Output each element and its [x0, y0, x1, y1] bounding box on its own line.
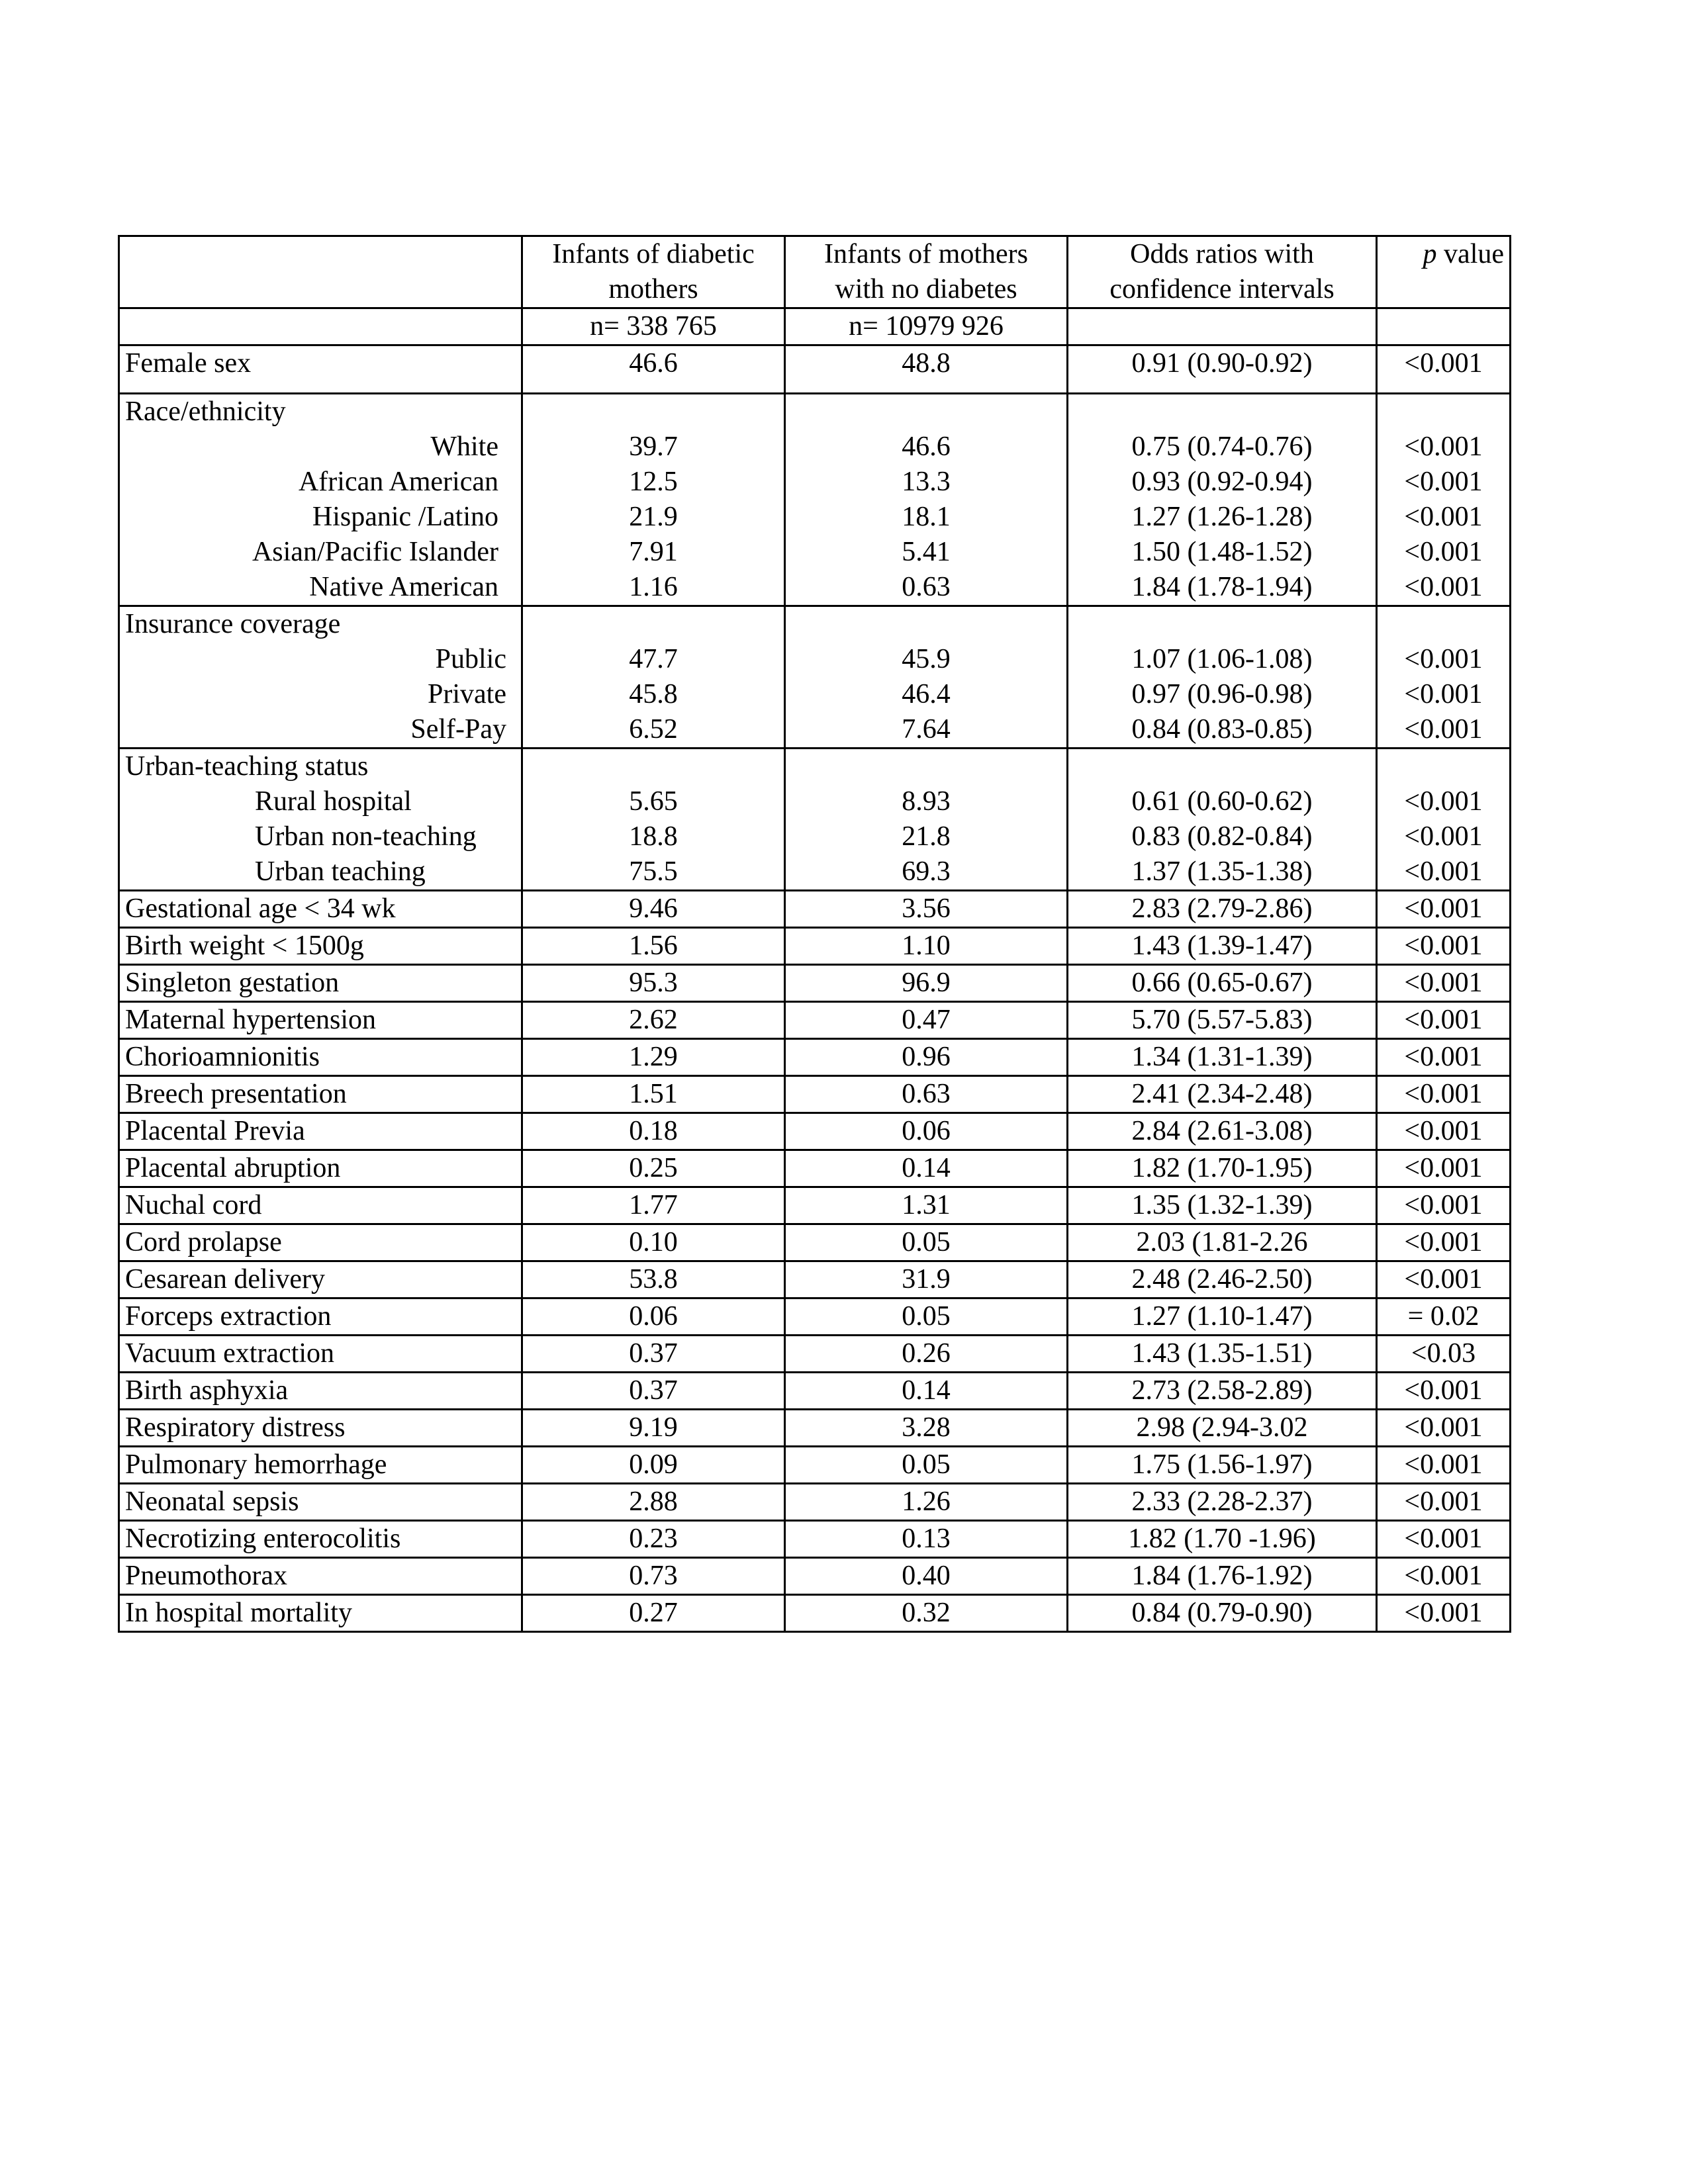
header-row: [119, 236, 1511, 308]
table-row: [119, 1076, 1511, 1113]
row-label: Gestational age < 34 wk: [119, 891, 522, 928]
table-row: [119, 1002, 1511, 1039]
urban-group: [119, 749, 1511, 891]
diabetic-value: 9.46: [522, 891, 785, 928]
p-value: <0.001: [1377, 1521, 1511, 1558]
p-value: <0.001: [1377, 928, 1511, 965]
row-label: Nuchal cord: [119, 1187, 522, 1224]
odds-ratio: 2.48 (2.46-2.50): [1068, 1261, 1377, 1298]
table-row: [119, 345, 1511, 394]
odds-ratios: 0.75 (0.74-0.76) 0.93 (0.92-0.94) 1.27 (1.26-1.28) 1.50 (1.48-1.52) 1.84 (1.78-1.94): [1068, 394, 1377, 606]
row-label: Forceps extraction: [119, 1298, 522, 1336]
group-labels: [119, 749, 522, 891]
p-value: <0.001: [1377, 1261, 1511, 1298]
odds-ratio: 1.43 (1.35-1.51): [1068, 1336, 1377, 1373]
table-row: [119, 1150, 1511, 1187]
race-group: [119, 394, 1511, 606]
table-row: [119, 1187, 1511, 1224]
diabetic-value: 0.06: [522, 1298, 785, 1336]
diabetic-value: 0.37: [522, 1373, 785, 1410]
odds-ratio: 1.75 (1.56-1.97): [1068, 1447, 1377, 1484]
no-diabetes-value: 48.8: [785, 345, 1068, 394]
no-diabetes-value: 96.9: [785, 965, 1068, 1002]
p-value: <0.03: [1377, 1336, 1511, 1373]
diabetic-value: 0.73: [522, 1558, 785, 1595]
diabetic-value: 2.88: [522, 1484, 785, 1521]
p-value: <0.001: [1377, 1558, 1511, 1595]
group-title: Urban-teaching status: [125, 751, 369, 782]
diabetic-value: 95.3: [522, 965, 785, 1002]
diabetic-value: 1.51: [522, 1076, 785, 1113]
row-label: Respiratory distress: [119, 1410, 522, 1447]
odds-ratio: 1.43 (1.39-1.47): [1068, 928, 1377, 965]
header-odds-ratios: Odds ratios with confidence intervals: [1068, 236, 1377, 308]
row-label: Necrotizing enterocolitis: [119, 1521, 522, 1558]
table-row: [119, 1558, 1511, 1595]
row-label: Pulmonary hemorrhage: [119, 1447, 522, 1484]
no-diabetes-value: 31.9: [785, 1261, 1068, 1298]
header-p-value: p value: [1377, 236, 1511, 308]
diabetic-value: 0.37: [522, 1336, 785, 1373]
p-value: <0.001: [1377, 1484, 1511, 1521]
no-diabetes-value: 1.31: [785, 1187, 1068, 1224]
p-values: <0.001 <0.001 <0.001 <0.001 <0.001: [1377, 394, 1511, 606]
p-value: = 0.02: [1377, 1298, 1511, 1336]
no-diabetes-value: 3.28: [785, 1410, 1068, 1447]
sub-label: White: [430, 432, 498, 462]
p-value: <0.001: [1377, 1039, 1511, 1076]
row-label: Birth asphyxia: [119, 1373, 522, 1410]
sub-label: Self-Pay: [410, 714, 506, 745]
diabetic-value: 46.6: [522, 345, 785, 394]
diabetic-value: 1.29: [522, 1039, 785, 1076]
odds-ratio: 2.83 (2.79-2.86): [1068, 891, 1377, 928]
table-row: [119, 1224, 1511, 1261]
no-diabetes-value: 0.47: [785, 1002, 1068, 1039]
odds-ratio: 2.98 (2.94-3.02: [1068, 1410, 1377, 1447]
row-label: Female sex: [119, 345, 522, 394]
no-diabetes-value: 0.96: [785, 1039, 1068, 1076]
no-diabetes-value: 1.10: [785, 928, 1068, 965]
p-values: <0.001 <0.001 <0.001: [1377, 606, 1511, 749]
odds-ratio: 0.91 (0.90-0.92): [1068, 345, 1377, 394]
table-row: [119, 1595, 1511, 1632]
table-row: [119, 1039, 1511, 1076]
odds-ratio: 2.41 (2.34-2.48): [1068, 1076, 1377, 1113]
no-diabetes-value: 0.26: [785, 1336, 1068, 1373]
n-diabetic: n= 338 765: [522, 308, 785, 345]
p-value: <0.001: [1377, 1113, 1511, 1150]
p-value: <0.001: [1377, 965, 1511, 1002]
group-title: Insurance coverage: [125, 609, 341, 639]
diabetic-values: 5.65 18.8 75.5: [522, 749, 785, 891]
sub-label: Rural hospital: [255, 786, 412, 817]
row-label: Chorioamnionitis: [119, 1039, 522, 1076]
header-no-diabetes: Infants of mothers with no diabetes: [785, 236, 1068, 308]
table-row: [119, 891, 1511, 928]
odds-ratio: 0.66 (0.65-0.67): [1068, 965, 1377, 1002]
row-label: Cesarean delivery: [119, 1261, 522, 1298]
odds-ratios: 1.07 (1.06-1.08) 0.97 (0.96-0.98) 0.84 (0.83-0.85): [1068, 606, 1377, 749]
table-row: [119, 1484, 1511, 1521]
no-diabetes-value: 0.05: [785, 1224, 1068, 1261]
p-value: <0.001: [1377, 891, 1511, 928]
no-diabetes-value: 0.40: [785, 1558, 1068, 1595]
no-diabetes-values: 8.93 21.8 69.3: [785, 749, 1068, 891]
table-row: [119, 928, 1511, 965]
sub-label: African American: [298, 467, 498, 497]
no-diabetes-value: 0.06: [785, 1113, 1068, 1150]
diabetic-values: 39.7 12.5 21.9 7.91 1.16: [522, 394, 785, 606]
group-labels: [119, 394, 522, 606]
no-diabetes-value: 3.56: [785, 891, 1068, 928]
sub-label: Urban non-teaching: [255, 821, 477, 852]
table-row: [119, 1521, 1511, 1558]
table-row: [119, 965, 1511, 1002]
row-label: Birth weight < 1500g: [119, 928, 522, 965]
diabetic-value: 0.10: [522, 1224, 785, 1261]
table-row: [119, 1447, 1511, 1484]
row-label: In hospital mortality: [119, 1595, 522, 1632]
group-title: Race/ethnicity: [125, 396, 286, 427]
p-value: <0.001: [1377, 1447, 1511, 1484]
table-row: [119, 1261, 1511, 1298]
sub-label: Native American: [309, 572, 498, 602]
diabetic-value: 0.27: [522, 1595, 785, 1632]
no-diabetes-value: 0.05: [785, 1298, 1068, 1336]
no-diabetes-value: 0.14: [785, 1150, 1068, 1187]
sub-label: Hispanic /Latino: [312, 502, 498, 532]
row-label: Vacuum extraction: [119, 1336, 522, 1373]
row-label: Neonatal sepsis: [119, 1484, 522, 1521]
sub-label: Public: [435, 644, 506, 674]
no-diabetes-value: 0.32: [785, 1595, 1068, 1632]
odds-ratio: 2.73 (2.58-2.89): [1068, 1373, 1377, 1410]
table-row: [119, 1336, 1511, 1373]
diabetic-values: 47.7 45.8 6.52: [522, 606, 785, 749]
row-label: Pneumothorax: [119, 1558, 522, 1595]
odds-ratio: 1.34 (1.31-1.39): [1068, 1039, 1377, 1076]
odds-ratio: 1.82 (1.70 -1.96): [1068, 1521, 1377, 1558]
sub-label: Asian/Pacific Islander: [252, 537, 498, 567]
row-label: Maternal hypertension: [119, 1002, 522, 1039]
diabetic-value: 1.77: [522, 1187, 785, 1224]
diabetic-value: 53.8: [522, 1261, 785, 1298]
row-label: Singleton gestation: [119, 965, 522, 1002]
sample-size-row: [119, 308, 1511, 345]
data-table: [118, 235, 1511, 1633]
p-value: <0.001: [1377, 345, 1511, 394]
no-diabetes-value: 0.63: [785, 1076, 1068, 1113]
p-values: <0.001 <0.001 <0.001: [1377, 749, 1511, 891]
odds-ratio: 0.84 (0.79-0.90): [1068, 1595, 1377, 1632]
diabetic-value: 0.23: [522, 1521, 785, 1558]
diabetic-value: 0.18: [522, 1113, 785, 1150]
sub-label: Private: [428, 679, 506, 709]
p-value: <0.001: [1377, 1410, 1511, 1447]
diabetic-value: 2.62: [522, 1002, 785, 1039]
header-empty-cell: [119, 236, 522, 308]
odds-ratio: 2.33 (2.28-2.37): [1068, 1484, 1377, 1521]
odds-ratio: 1.84 (1.76-1.92): [1068, 1558, 1377, 1595]
no-diabetes-value: 1.26: [785, 1484, 1068, 1521]
p-value: <0.001: [1377, 1076, 1511, 1113]
table-row: [119, 1298, 1511, 1336]
table-row: [119, 1373, 1511, 1410]
row-label: Breech presentation: [119, 1076, 522, 1113]
p-value: <0.001: [1377, 1002, 1511, 1039]
odds-ratio: 2.03 (1.81-2.26: [1068, 1224, 1377, 1261]
row-label: Placental abruption: [119, 1150, 522, 1187]
no-diabetes-values: 45.9 46.4 7.64: [785, 606, 1068, 749]
odds-ratio: 2.84 (2.61-3.08): [1068, 1113, 1377, 1150]
header-diabetic-mothers: Infants of diabetic mothers: [522, 236, 785, 308]
diabetic-value: 9.19: [522, 1410, 785, 1447]
no-diabetes-values: 46.6 13.3 18.1 5.41 0.63: [785, 394, 1068, 606]
p-value: <0.001: [1377, 1187, 1511, 1224]
no-diabetes-value: 0.13: [785, 1521, 1068, 1558]
diabetic-value: 0.09: [522, 1447, 785, 1484]
odds-ratio: 1.27 (1.10-1.47): [1068, 1298, 1377, 1336]
n-no-diabetes: n= 10979 926: [785, 308, 1068, 345]
no-diabetes-value: 0.05: [785, 1447, 1068, 1484]
p-value: <0.001: [1377, 1224, 1511, 1261]
sub-label: Urban teaching: [255, 856, 426, 887]
p-value: <0.001: [1377, 1373, 1511, 1410]
insurance-group: [119, 606, 1511, 749]
odds-ratio: 1.82 (1.70-1.95): [1068, 1150, 1377, 1187]
no-diabetes-value: 0.14: [785, 1373, 1068, 1410]
table-row: [119, 1410, 1511, 1447]
row-label: Placental Previa: [119, 1113, 522, 1150]
diabetic-value: 0.25: [522, 1150, 785, 1187]
p-value: <0.001: [1377, 1150, 1511, 1187]
diabetic-value: 1.56: [522, 928, 785, 965]
row-label: Cord prolapse: [119, 1224, 522, 1261]
odds-ratio: 1.35 (1.32-1.39): [1068, 1187, 1377, 1224]
group-labels: [119, 606, 522, 749]
table-row: [119, 1113, 1511, 1150]
odds-ratios: 0.61 (0.60-0.62) 0.83 (0.82-0.84) 1.37 (1.35-1.38): [1068, 749, 1377, 891]
p-value: <0.001: [1377, 1595, 1511, 1632]
odds-ratio: 5.70 (5.57-5.83): [1068, 1002, 1377, 1039]
